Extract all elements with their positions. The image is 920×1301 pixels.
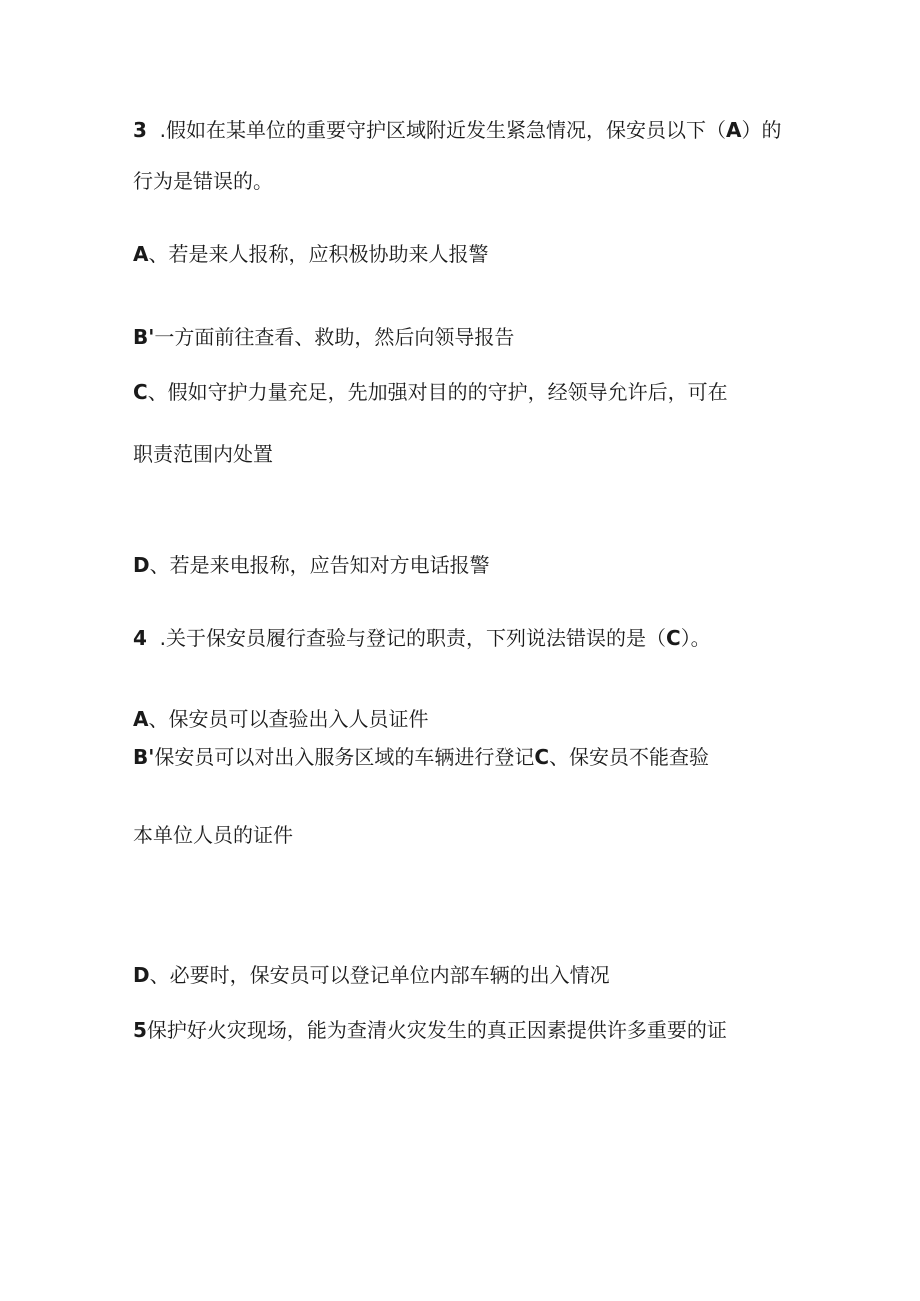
question-3-text: .假如在某单位的重要守护区域附近发生紧急情况，保安员以下（ <box>159 118 726 142</box>
option-text: 、必要时，保安员可以登记单位内部车辆的出入情况 <box>149 963 610 987</box>
option-text: 一方面前往查看、救助，然后向领导报告 <box>154 325 515 349</box>
question-3-stem-line-2 <box>133 167 273 195</box>
question-5-text: 保护好火灾现场，能为查清火灾发生的真正因素提供许多重要的证 <box>146 1018 727 1042</box>
question-4-stem <box>133 624 711 652</box>
option-label: C <box>133 380 148 404</box>
option-text: 、若是来电报称，应告知对方电话报警 <box>149 553 490 577</box>
question-3-number: 3 <box>133 118 147 142</box>
question-4-option-a <box>133 705 428 733</box>
option-text: 保安员可以对出入服务区域的车辆进行登记 <box>154 745 535 769</box>
question-3-option-d <box>133 551 490 579</box>
option-text: 、保安员不能查验 <box>549 745 710 769</box>
option-label: B' <box>133 325 155 349</box>
option-label: C <box>534 745 550 769</box>
question-3-text-line-2: 行为是错误的。 <box>133 169 273 193</box>
question-4-option-d <box>133 961 610 989</box>
option-label: D <box>133 963 150 987</box>
option-text-continued: 本单位人员的证件 <box>133 823 293 847</box>
option-text: 、假如守护力量充足，先加强对目的的守护，经领导允许后，可在 <box>147 380 728 404</box>
option-label: A <box>133 707 149 731</box>
option-label: A <box>133 242 149 266</box>
question-4-number: 4 <box>133 626 147 650</box>
question-3-stem-line-1 <box>133 116 781 144</box>
question-4-text-end: ）。 <box>680 626 711 650</box>
question-4-text: .关于保安员履行查验与登记的职责，下列说法错误的是（ <box>159 626 666 650</box>
option-text: 、若是来人报称，应积极协助来人报警 <box>148 242 489 266</box>
question-4-option-b-c <box>133 743 709 771</box>
question-5-stem <box>133 1016 727 1044</box>
question-3-answer: A <box>726 118 742 142</box>
question-3-option-c <box>133 378 728 406</box>
question-3-text-end: ）的 <box>741 118 782 142</box>
question-5-number: 5 <box>133 1018 147 1042</box>
option-text: 、保安员可以查验出入人员证件 <box>148 707 429 731</box>
question-4-answer: C <box>666 626 681 650</box>
question-3-option-c-continued <box>133 440 273 468</box>
option-label: D <box>133 553 150 577</box>
question-3-option-a <box>133 240 488 268</box>
option-text-continued: 职责范围内处置 <box>133 442 273 466</box>
question-3-option-b <box>133 323 514 351</box>
question-4-option-c-continued <box>133 821 293 849</box>
option-label: B' <box>133 745 155 769</box>
